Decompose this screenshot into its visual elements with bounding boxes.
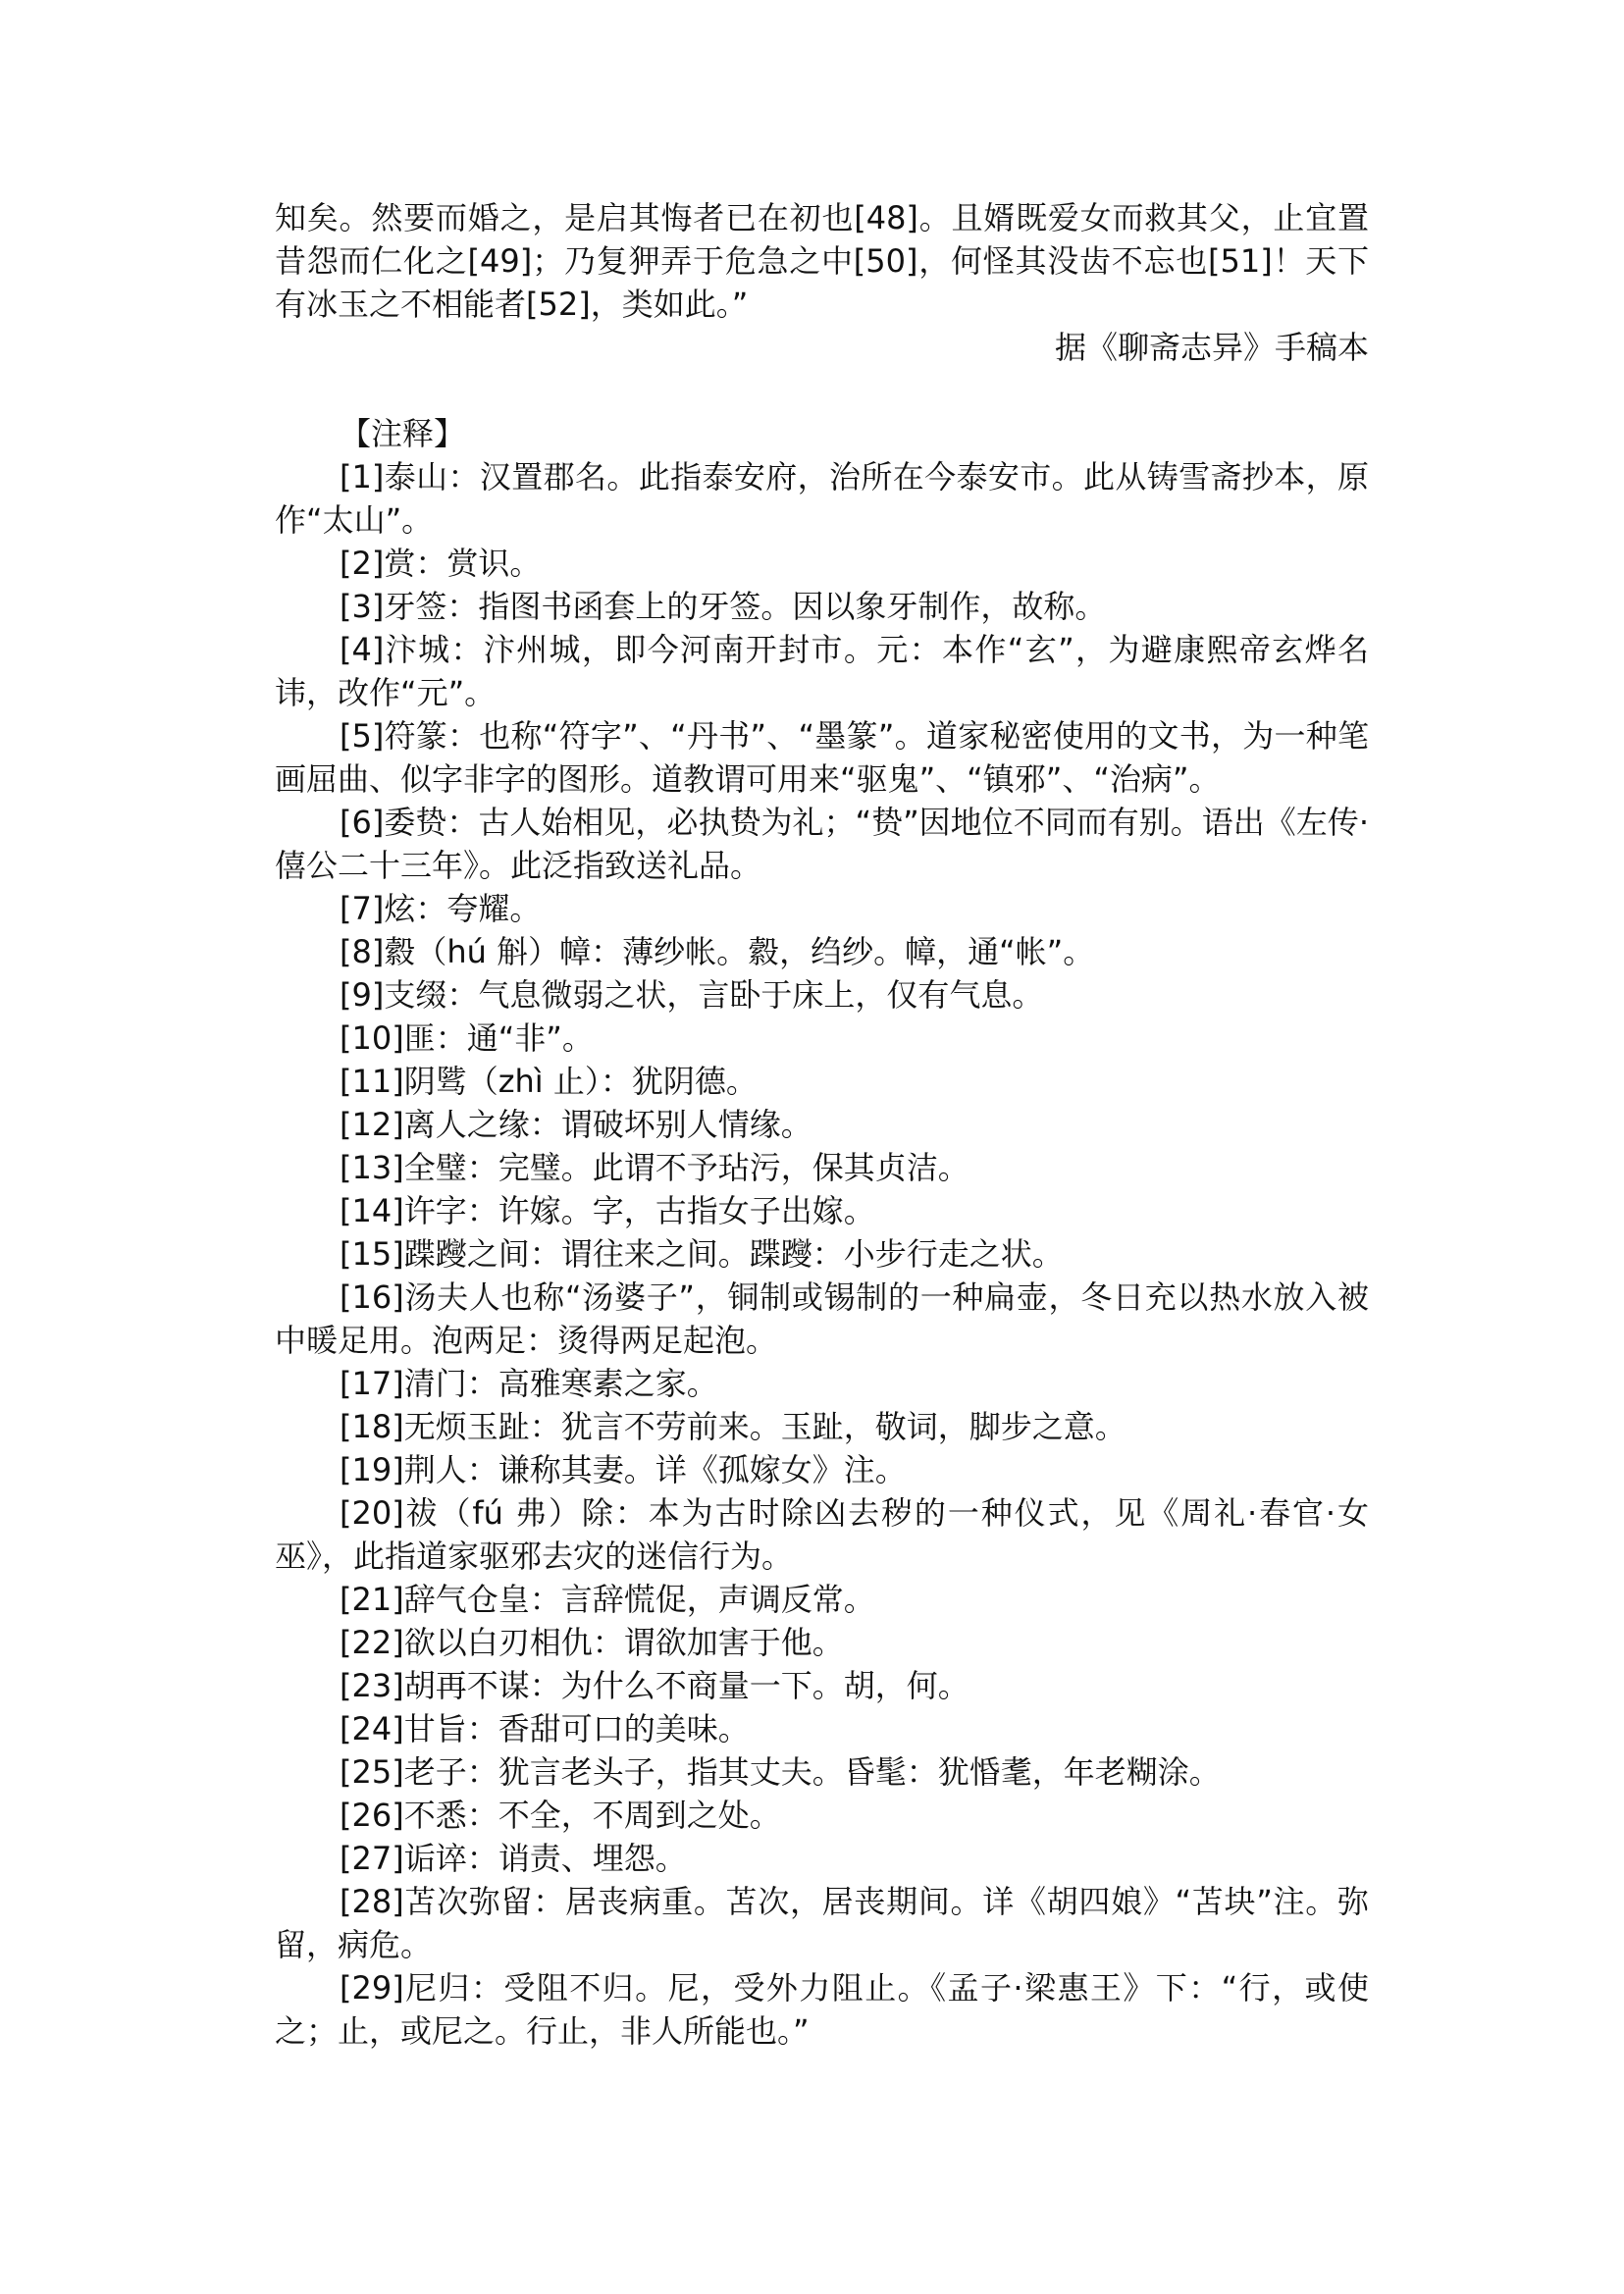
note-item: [4]汴城：汴州城，即今河南开封市。元：本作“玄”，为避康熙帝玄烨名讳，改作“元”。 [275,631,1369,711]
document-page [275,196,1369,2053]
note-item: [8]縠（hú 斛）幛：薄纱帐。縠，绉纱。幛，通“帐”。 [340,933,1095,970]
note-item: [23]胡再不谋：为什么不商量一下。胡，何。 [340,1667,969,1704]
note-item: [10]匪：通“非”。 [340,1019,594,1057]
note-item: [17]清门：高雅寒素之家。 [340,1365,718,1402]
note-item: [11]阴骘（zhì 止）：犹阴德。 [340,1063,758,1100]
note-item: [16]汤夫人也称“汤婆子”，铜制或锡制的一种扁壶，冬日充以热水放入被中暖足用。泡两足：烫得两足起泡。 [275,1278,1369,1359]
source-attribution: 据《聊斋志异》手稿本 [1054,329,1369,366]
note-item: [7]炫：夸耀。 [340,890,542,927]
note-item: [18]无烦玉趾：犹言不劳前来。玉趾，敬词，脚步之意。 [340,1408,1126,1445]
note-item: [9]支缀：气息微弱之状，言卧于床上，仅有气息。 [340,976,1044,1014]
note-item: [25]老子：犹言老头子，指其丈夫。昏髦：犹惛耄，年老糊涂。 [340,1753,1221,1791]
note-item: [28]苫次弥留：居丧病重。苫次，居丧期间。详《胡四娘》“苫块”注。弥留，病危。 [275,1883,1369,1963]
note-item: [15]蹀躞之间：谓往来之间。蹀躞：小步行走之状。 [340,1235,1064,1273]
note-item: [6]委贽：古人始相见，必执贽为礼；“贽”因地位不同而有别。语出《左传·僖公二十三年》。此泛指致送礼品。 [275,804,1369,884]
note-item: [21]辞气仓皇：言辞慌促，声调反常。 [340,1581,875,1618]
note-item: [26]不悉：不全，不周到之处。 [340,1797,781,1834]
note-item: [24]甘旨：香甜可口的美味。 [340,1710,750,1747]
body-paragraph: 知矣。然要而婚之，是启其悔者已在初也[48]。且婿既爱女而救其父，止宜置昔怨而仁化之[49]；乃复狎弄于危急之中[50]，何怪其没齿不忘也[51]！天下有冰玉之不相能者[52]，类如此。” [275,199,1369,323]
note-item: [5]符篆：也称“符字”、“丹书”、“墨篆”。道家秘密使用的文书，为一种笔画屈曲、似字非字的图形。道教谓可用来“驱鬼”、“镇邪”、“治病”。 [275,717,1369,798]
note-item: [27]诟谇：诮责、埋怨。 [340,1840,687,1877]
note-item: [29]尼归：受阻不归。尼，受外力阻止。《孟子·梁惠王》下：“行，或使之；止，或尼之。行止，非人所能也。” [275,1969,1369,2050]
note-item: [12]离人之缘：谓破坏别人情缘。 [340,1106,812,1143]
note-item: [13]全璧：完璧。此谓不予玷污，保其贞洁。 [340,1149,969,1186]
note-item: [3]牙签：指图书函套上的牙签。因以象牙制作，故称。 [340,588,1107,625]
note-item: [19]荆人：谦称其妻。详《孤嫁女》注。 [340,1451,907,1488]
note-item: [22]欲以白刃相仇：谓欲加害于他。 [340,1624,844,1661]
note-item: [14]许字：许嫁。字，古指女子出嫁。 [340,1192,875,1229]
notes-heading: 【注释】 [340,415,466,452]
note-item: [20]祓（fú 弗）除：本为古时除凶去秽的一种仪式，见《周礼·春官·女巫》，此指道家驱邪去灾的迷信行为。 [275,1494,1369,1575]
spacer [275,369,1369,412]
note-item: [2]赏：赏识。 [340,545,542,582]
notes-list [275,455,1369,2053]
note-item: [1]泰山：汉置郡名。此指泰安府，治所在今泰安市。此从铸雪斋抄本，原作“太山”。 [275,458,1369,539]
